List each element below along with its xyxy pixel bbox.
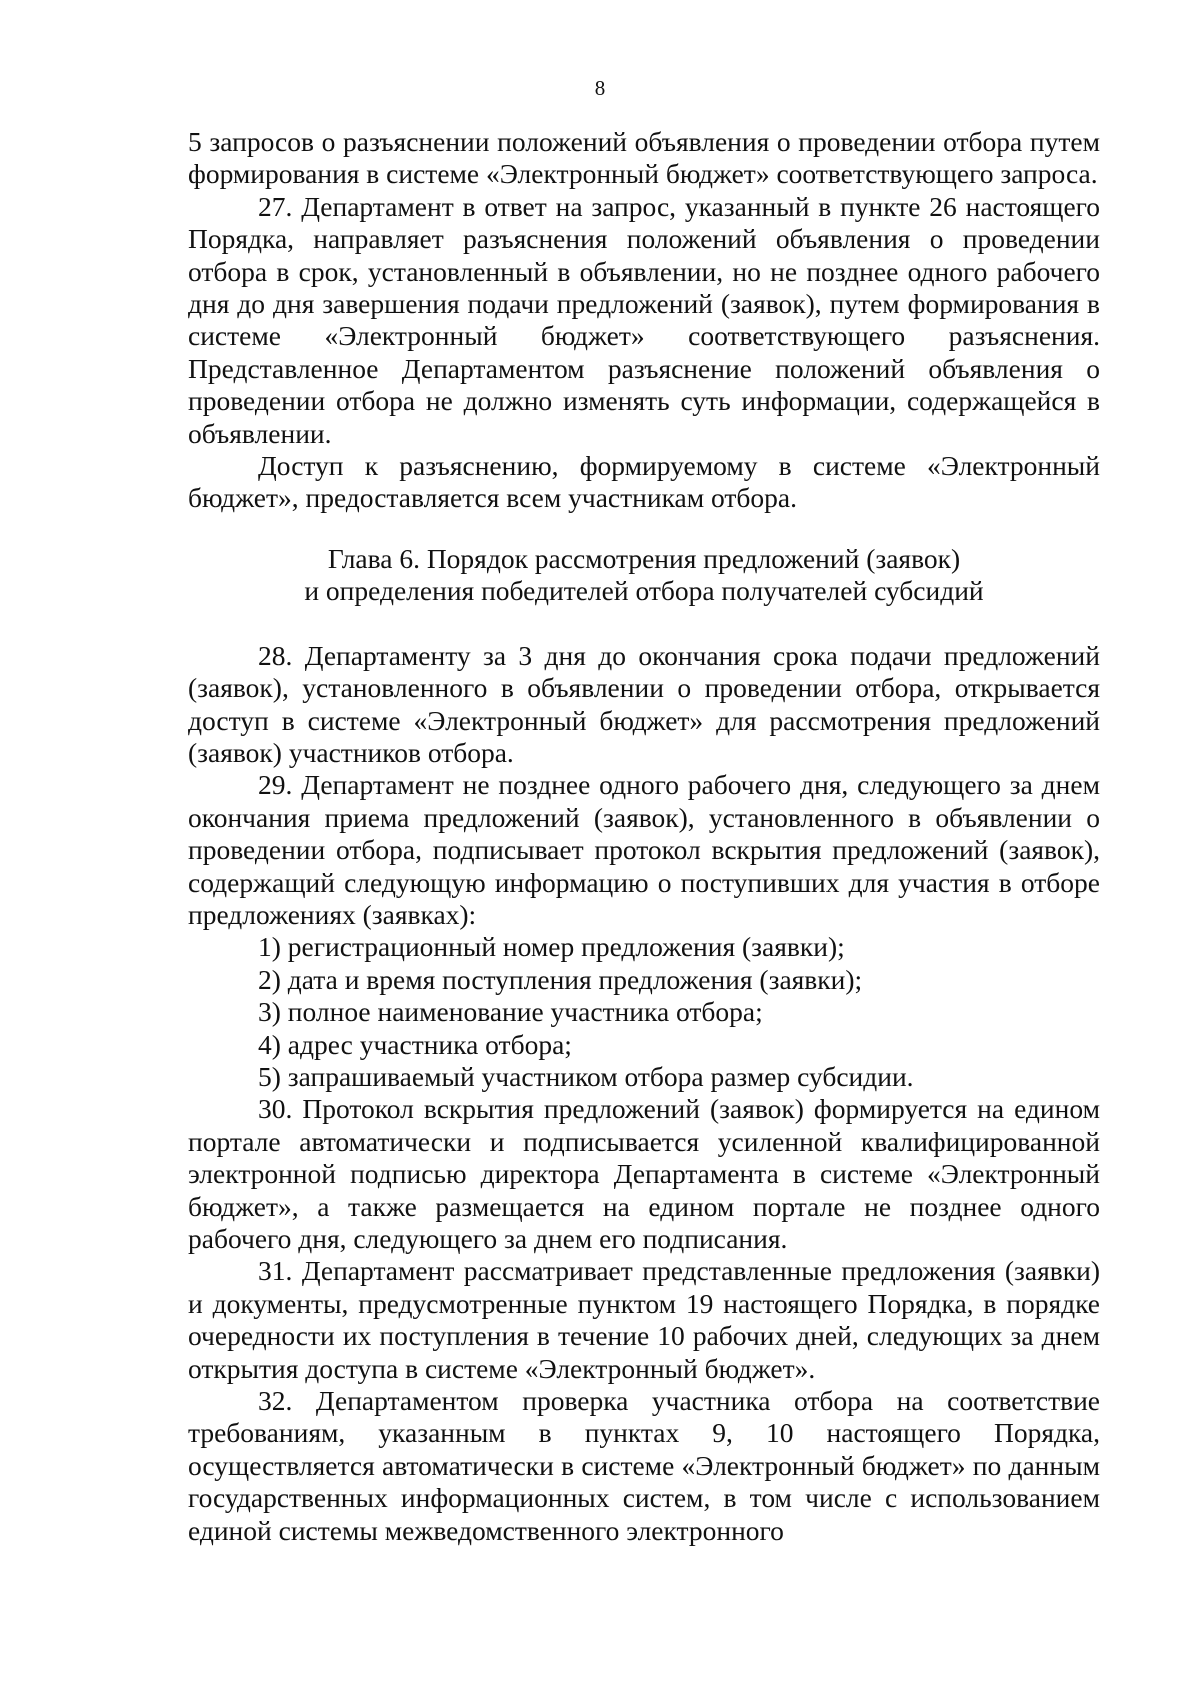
list-item: 1) регистрационный номер предложения (заявки);	[258, 931, 845, 963]
list-item: 2) дата и время поступления предложения (заявки);	[258, 963, 863, 995]
paragraph-26-continued: 5 запросов о разъяснении положений объявления о проведении отбора путем формирования в системе «Электронный бюджет» соответствующего запроса.	[188, 126, 1100, 190]
page-number: 8	[594, 76, 606, 100]
list-item: 4) адрес участника отбора;	[258, 1028, 572, 1060]
list-item: 3) полное наименование участника отбора;	[258, 996, 763, 1028]
paragraph-30: 30. Протокол вскрытия предложений (заявок) формируется на едином портале автоматически и подписывается усиленной квалифицированной электронной подписью директора Департамента в системе «Электронный бюджет», а также размещается на едином портале не позднее одного рабочего дня, следующего за днем его подписания.	[188, 1093, 1100, 1254]
paragraph-31: 31. Департамент рассматривает представленные предложения (заявки) и документы, предусмотренные пунктом 19 настоящего Порядка, в порядке очередности их поступления в течение 10 рабочих дней, следующих за днем открытия доступа в системе «Электронный бюджет».	[188, 1255, 1100, 1384]
chapter-heading-line-2: и определения победителей отбора получателей субсидий	[304, 575, 984, 607]
document-body	[188, 126, 1100, 1547]
list-item: 5) запрашиваемый участником отбора размер субсидии.	[258, 1060, 914, 1092]
paragraph-27-access: Доступ к разъяснению, формируемому в системе «Электронный бюджет», предоставляется всем участникам отбора.	[188, 450, 1100, 514]
paragraph-29: 29. Департамент не позднее одного рабочего дня, следующего за днем окончания приема предложений (заявок), установленного в объявлении о проведении отбора, подписывает протокол вскрытия предложений (заявок), содержащий следующую информацию о поступивших для участия в отборе предложениях (заявках):	[188, 769, 1100, 930]
paragraph-32: 32. Департаментом проверка участника отбора на соответствие требованиям, указанным в пунктах 9, 10 настоящего Порядка, осуществляется автоматически в системе «Электронный бюджет» по данным государственных информационных систем, в том числе с использованием единой системы межведомственного электронного	[188, 1385, 1100, 1546]
paragraph-28: 28. Департаменту за 3 дня до окончания срока подачи предложений (заявок), установленного в объявлении о проведении отбора, открывается доступ в системе «Электронный бюджет» для рассмотрения предложений (заявок) участников отбора.	[188, 639, 1100, 768]
chapter-heading-line-1: Глава 6. Порядок рассмотрения предложений (заявок)	[327, 542, 961, 574]
chapter-heading	[188, 543, 1100, 608]
paragraph-27: 27. Департамент в ответ на запрос, указанный в пункте 26 настоящего Порядка, направляет разъяснения положений объявления о проведении отбора в срок, установленный в объявлении, но не позднее одного рабочего дня до дня завершения подачи предложений (заявок), путем формирования в системе «Электронный бюджет» соответствующего разъяснения. Представленное Департаментом разъяснение положений объявления о проведении отбора не должно изменять суть информации, содержащейся в объявлении.	[188, 190, 1100, 449]
